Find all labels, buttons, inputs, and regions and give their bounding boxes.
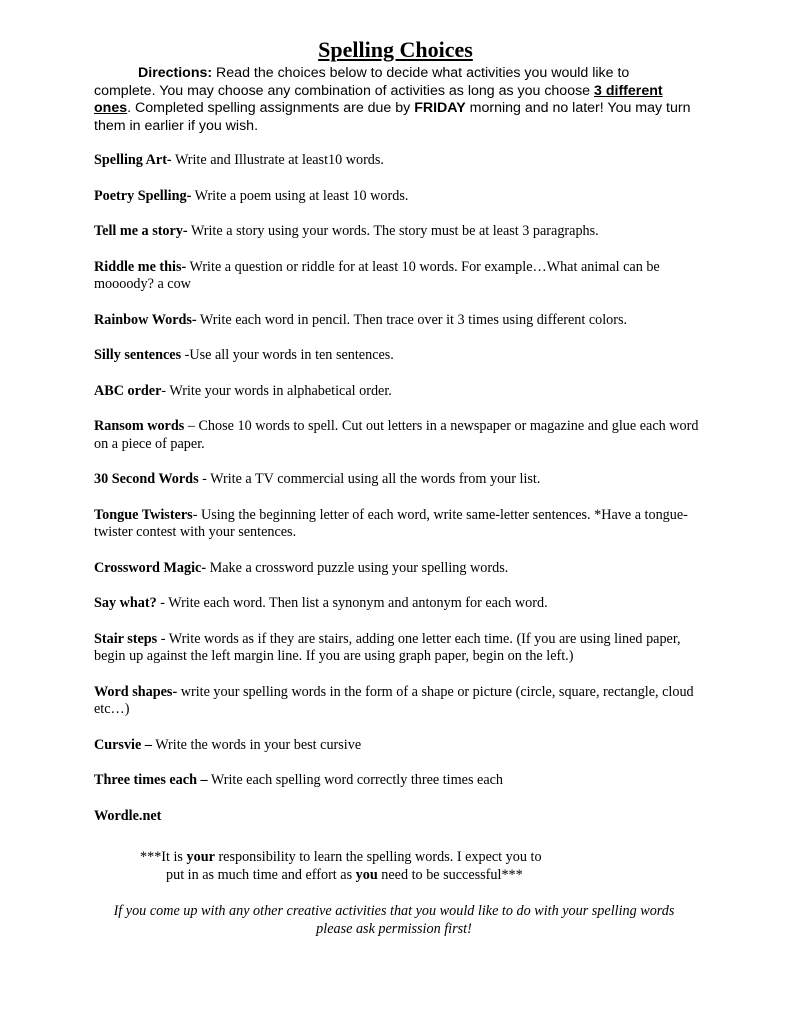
activity-name: 30 Second Words: [94, 471, 199, 487]
activity-name: Poetry Spelling-: [94, 187, 192, 204]
activity-item: [94, 347, 706, 365]
note-your: your: [186, 849, 215, 865]
directions-day: FRIDAY: [414, 100, 466, 116]
activity-name: Cursvie –: [94, 736, 152, 753]
activity-item: [94, 471, 706, 489]
directions-label: Directions:: [138, 65, 213, 81]
activity-name: Rainbow Words-: [94, 311, 197, 328]
activity-name: Say what?: [94, 595, 157, 611]
activity-name: ABC order: [94, 382, 162, 399]
note-you: you: [355, 867, 378, 883]
activity-name: Crossword Magic-: [94, 559, 207, 576]
directions-text-3: morning and no later! You may turn them in earlier if you wish.: [94, 100, 691, 134]
activity-name: Silly sentences: [94, 347, 182, 363]
activity-desc: - Write your words in alphabetical order.: [161, 382, 392, 399]
activity-desc: Write the words in your best cursive: [151, 736, 362, 753]
directions-emphasis: 3 different ones: [94, 82, 663, 116]
note-text-1: ***It is: [140, 849, 187, 865]
activity-desc: Write a poem using at least 10 words.: [191, 187, 409, 204]
note-line-1: [94, 848, 694, 866]
directions-text-2: . Completed spelling assignments are due by: [127, 100, 415, 116]
activity-item: [94, 223, 706, 241]
responsibility-note: [94, 848, 694, 884]
activity-name: Tell me a story-: [94, 223, 188, 239]
activity-name: Tongue Twisters: [94, 506, 193, 523]
activity-item: [94, 737, 706, 755]
activity-item: [94, 560, 706, 578]
activity-desc: Write a question or riddle for at least 10 words. For example…What animal can be moooody? a cow: [94, 258, 660, 292]
activity-item: [94, 631, 706, 666]
activity-desc: - Write words as if they are stairs, adding one letter each time. (If you are using lined paper, begin up against the left margin line. If you are using graph paper, begin on the left.): [94, 630, 681, 664]
activity-name: Wordle.net: [94, 807, 162, 824]
note-text-4: need to be successful***: [377, 867, 523, 883]
activity-name: Three times each –: [94, 772, 208, 788]
note-text-3: put in as much time and effort as: [166, 867, 356, 883]
footer-note: If you come up with any other creative activities that you would like to do with your spelling words please ask permission first!: [113, 903, 675, 937]
activity-desc: Write a story using your words. The story must be at least 3 paragraphs.: [187, 223, 599, 239]
activity-desc: - Using the beginning letter of each word, write same-letter sentences. *Have a tongue-twister contest with your sentences.: [94, 506, 688, 540]
directions: [94, 65, 694, 135]
directions-text-1: Read the choices below to decide what activities you would like to complete. You may choose any combination of activities as long as you choose: [94, 65, 630, 99]
activity-item: [94, 383, 706, 401]
activity-desc: – Chose 10 words to spell. Cut out letters in a newspaper or magazine and glue each word on a piece of paper.: [94, 418, 699, 452]
activity-item: [94, 772, 706, 790]
activity-desc: - Write each word. Then list a synonym and antonym for each word.: [156, 595, 548, 611]
activity-desc: - Write a TV commercial using all the words from your list.: [198, 471, 541, 487]
activity-desc: Write each word in pencil. Then trace over it 3 times using different colors.: [196, 311, 628, 328]
activity-name: Riddle me this-: [94, 258, 187, 275]
note-line-2: [94, 866, 694, 884]
activity-desc: Write each spelling word correctly three times each: [207, 772, 504, 788]
activity-name: Spelling Art-: [94, 152, 172, 168]
activity-item: [94, 808, 706, 826]
activity-item: [94, 188, 706, 206]
activity-item: [94, 312, 706, 330]
activity-desc: Write and Illustrate at least10 words.: [171, 152, 384, 168]
activity-desc: -Use all your words in ten sentences.: [181, 347, 394, 363]
note-text-2: responsibility to learn the spelling words. I expect you to: [214, 849, 542, 865]
activity-name: Word shapes-: [94, 683, 178, 700]
activity-name: Ransom words: [94, 418, 185, 434]
activity-item: [94, 507, 706, 542]
page-title: Spelling Choices: [318, 37, 473, 62]
activity-item: [94, 684, 706, 719]
activity-desc: Make a crossword puzzle using your spelling words.: [206, 559, 509, 576]
activity-list: [94, 152, 706, 843]
activity-name: Stair steps: [94, 630, 158, 647]
activity-desc: write your spelling words in the form of a shape or picture (circle, square, rectangle, cloud etc…): [94, 683, 694, 717]
activity-item: [94, 259, 706, 294]
activity-item: [94, 418, 706, 453]
activity-item: [94, 595, 706, 613]
activity-item: [94, 152, 706, 170]
